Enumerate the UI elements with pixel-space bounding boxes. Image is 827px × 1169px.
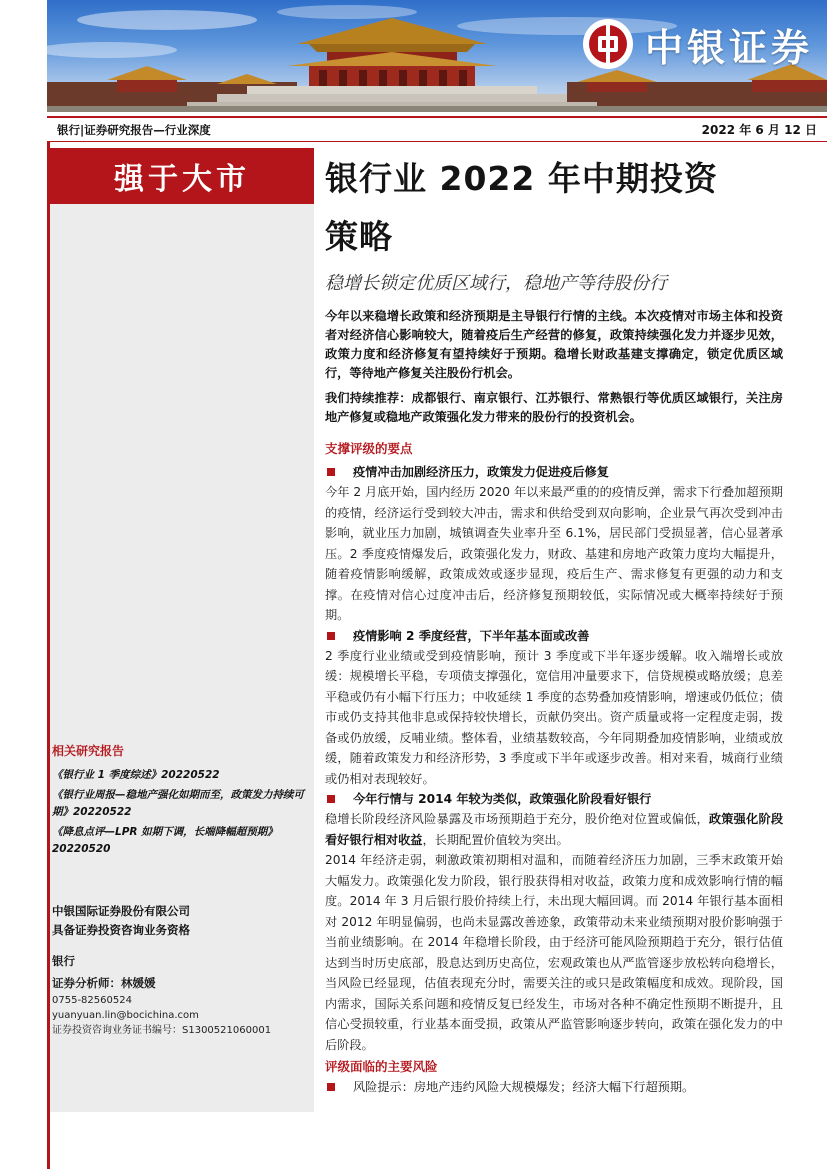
- report-date: 2022 年 6 月 12 日: [701, 123, 817, 137]
- summary-block: [325, 307, 783, 427]
- summary-paragraph: 今年以来稳增长政策和经济预期是主导银行行情的主线。本次疫情对市场主体和投资者对经济信心影响较大，随着疫后生产经营的修复，政策持续强化发力并逐步见效，政策力度和经济修复有望持续好于预期。稳增长财政基建支撑确定，锁定优质区域行，等待地产修复关注股份行机会。: [325, 309, 783, 380]
- risk-heading: 评级面临的主要风险: [325, 1059, 438, 1074]
- bullet-square-icon: [327, 468, 335, 476]
- related-report-item[interactable]: 《银行业周报—稳地产强化如期而至，政策发力持续可期》20220522: [52, 789, 304, 818]
- report-title-line1: 银行业 2022 年中期投资: [325, 159, 718, 198]
- analyst-email[interactable]: yuanyuan.lin@bocichina.com: [52, 1010, 199, 1021]
- related-report-item[interactable]: 《降息点评—LPR 如期下调，长端降幅超预期》20220520: [52, 826, 278, 855]
- bullet-square-icon: [327, 632, 335, 640]
- report-info-bar: [47, 116, 827, 142]
- related-reports: [52, 742, 310, 861]
- recommendation-paragraph: 我们持续推荐：成都银行、南京银行、江苏银行、常熟银行等优质区域银行，关注房地产修复或稳地产政策强化发力带来的股份行的投资机会。: [325, 391, 783, 424]
- analyst-sector: 银行: [52, 954, 75, 968]
- title-area: [325, 150, 790, 298]
- point-title: 疫情影响 2 季度经营，下半年基本面或改善: [325, 626, 783, 646]
- related-report-item[interactable]: 《银行业 1 季度综述》20220522: [52, 769, 220, 781]
- report-title: [325, 150, 790, 266]
- company-qualification: 具备证券投资咨询业务资格: [52, 923, 190, 937]
- point-body: 稳增长阶段经济风险暴露及市场预期趋于充分，股价绝对位置或偏低，政策强化阶段看好银行相对收益，长期配置价值较为突出。: [325, 812, 784, 847]
- bullet-square-icon: [327, 795, 335, 803]
- report-category: 银行|证券研究报告—行业深度: [57, 122, 211, 137]
- report-title-line2: 策略: [325, 217, 393, 256]
- related-reports-heading: 相关研究报告: [52, 744, 125, 758]
- rating-badge: [50, 148, 314, 204]
- brand-name: 中银证券: [644, 25, 813, 70]
- analyst-name: 证券分析师：林媛媛: [52, 976, 156, 990]
- analyst-info: [52, 952, 310, 1038]
- risk-item: 风险提示：房地产违约风险大规模爆发；经济大幅下行超预期。: [325, 1077, 783, 1097]
- support-heading: 支撑评级的要点: [325, 441, 413, 456]
- point-body: 2 季度行业业绩或受到疫情影响，预计 3 季度或下半年逐步缓解。收入端增长或放缓：规模增长平稳，专项债支撑强化，宽信用冲量要求下，信贷规模或略放缓；息差平稳或仍有小幅下行压力；中收延续 1 季度的态势叠加疫情影响，增速或仍低位；债市或仍支持其他非息或保持较快增长，贡献仍突出。资产质量或将一定程度走弱，拨备或仍放缓，反哺业绩。整体看，业绩基数较高，今年同期叠加疫情影响，业绩或放缓，随着政策发力和经济形势，3 季度或下半年或逐步改善。相对来看，城商行业绩或仍相对表现较好。: [325, 648, 783, 786]
- analyst-certificate: 证券投资咨询业务证书编号：S1300521060001: [52, 1025, 272, 1036]
- report-subtitle: 稳增长锁定优质区域行，稳地产等待股份行: [325, 273, 667, 294]
- analyst-phone: 0755-82560524: [52, 995, 132, 1006]
- point-body-continued: 2014 年经济走弱，刺激政策初期相对温和，而随着经济压力加剧，三季末政策开始大幅发力。政策强化发力阶段，银行股获得相对收益，政策力度和成效影响行情的幅度。2014 年 3 月后银行股价持续上行，未出现大幅回调。而 2014 年银行基本面相对 2012 年明显偏弱，也尚未显露改善迹象，政策带动未来业绩预期对股价影响强于当前业绩影响。在 2014 年稳增长阶段，由于经济可能风险预期趋于充分，银行估值达到当时历史底部，股息达到历史高位，宏观政策也从严监管逐步放松转向稳增长，当风险已经显现，估值表现充分时，需要关注的或只是政策幅度和成效。现阶段，国内需求，国际关系问题和疫情反复已经发生，市场对各种不确定性预期不断提升，且信心受损较重，行业基本面受损，政策从严监管影响逐步转向，政策在强化发力的中后阶段。: [325, 853, 783, 1052]
- point-body: 今年 2 月底开始，国内经历 2020 年以来最严重的的疫情反弹，需求下行叠加超预期的疫情，经济运行受到较大冲击，需求和供给受到双向影响，企业景气再次受到冲击影响，就业压力加剧，城镇调查失业率升至 6.1%，居民部门受损显著，信心显著承压。2 季度疫情爆发后，政策强化发力，财政、基建和房地产政策力度均大幅提升，随着疫情影响缓解，政策成效或逐步显现，疫后生产、需求修复有更强的动力和支撑。在疫情对信心过度冲击后，经济修复预期较低，实际情况或大概率持续好于预期。: [325, 485, 783, 622]
- brand: [581, 14, 813, 74]
- rating-text: 强于大市: [114, 162, 250, 197]
- bank-of-china-logo: [581, 17, 635, 71]
- support-points: [325, 439, 783, 1097]
- bullet-square-icon: [327, 1083, 335, 1091]
- point-title: 疫情冲击加剧经济压力，政策发力促进疫后修复: [325, 462, 783, 482]
- company-name: 中银国际证券股份有限公司: [52, 904, 190, 918]
- header-banner: [47, 0, 827, 112]
- company-info: [52, 902, 310, 940]
- point-title: 今年行情与 2014 年较为类似，政策强化阶段看好银行: [325, 789, 783, 809]
